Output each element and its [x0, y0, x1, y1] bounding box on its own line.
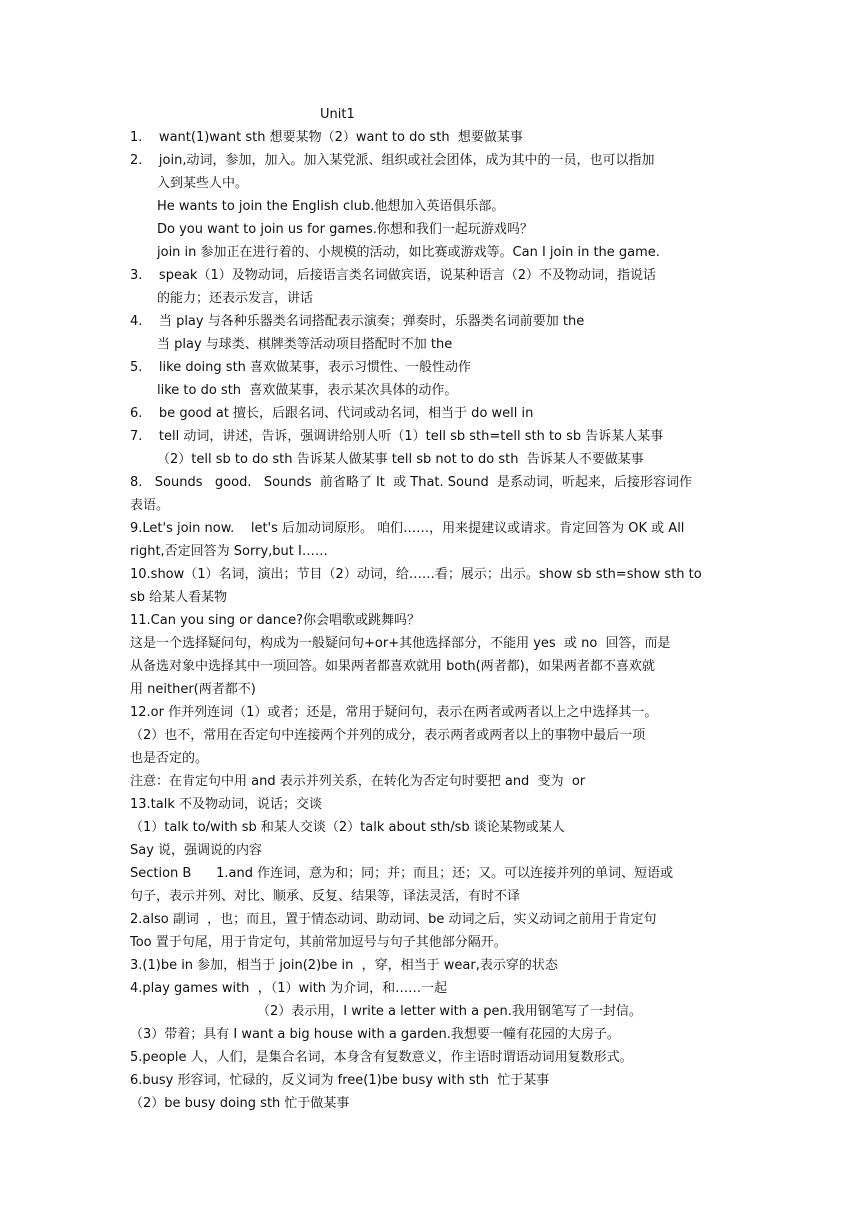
item-5-like-cont: like to do sth 喜欢做某事，表示某次具体的动作。 [157, 383, 458, 398]
item-4-play-cont: 当 play 与球类、棋牌类等活动项目搭配时不加 the [157, 337, 453, 352]
section-b-busy-doing: （2）be busy doing sth 忙于做某事 [130, 1096, 350, 1111]
section-b-with-3: （3）带着；具有 I want a big house with a garden.我想要一幢有花园的大房子。 [130, 1027, 620, 1042]
item-12-or-cont-2: 也是否定的。 [130, 751, 209, 766]
document-title: Unit1 [320, 107, 355, 122]
item-12-or-cont-1: （2）也不，常用在否定句中连接两个并列的成分，表示两者或两者以上的事物中最后一项 [130, 728, 646, 743]
item-2-example-1: He wants to join the English club.他想加入英语俱乐部。 [157, 199, 505, 214]
section-b-busy: 6.busy 形容词，忙碌的，反义词为 free(1)be busy with sth 忙于某事 [130, 1073, 550, 1088]
item-6-be-good-at: 6. be good at 擅长，后跟名词、代词或动名词，相当于 do well in [130, 406, 534, 421]
item-11-explain-2: 从备选对象中选择其中一项回答。如果两者都喜欢就用 both(两者都)，如果两者都不喜欢就 [130, 659, 655, 674]
item-5-like: 5. like doing sth 喜欢做某事，表示习惯性、一般性动作 [130, 360, 472, 375]
item-9-lets-cont: right,否定回答为 Sorry,but I…… [130, 544, 328, 559]
item-2-join-cont: 入到某些人中。 [157, 176, 249, 191]
section-b-play-games: 4.play games with ，（1）with 为介词，和……一起 [130, 981, 448, 996]
item-13-talk: 13.talk 不及物动词，说话；交谈 [130, 797, 323, 812]
item-12-or: 12.or 作并列连词（1）或者；还是，常用于疑问句，表示在两者或两者以上之中选择其一。 [130, 705, 658, 720]
section-b-and: Section B 1.and 作连词，意为和；同；并；而且；还；又。可以连接并列的单词、短语或 [130, 866, 674, 881]
section-b-also: 2.also 副词 ，也；而且，置于情态动词、助动词、be 动词之后，实义动词之前用于肯定句 [130, 912, 657, 927]
section-b-be-in: 3.(1)be in 参加，相当于 join(2)be in ，穿，相当于 wear,表示穿的状态 [130, 958, 558, 973]
item-3-speak: 3. speak（1）及物动词，后接语言类名词做宾语，说某种语言（2）不及物动词，指说话 [130, 268, 656, 283]
section-b-people: 5.people 人，人们，是集合名词，本身含有复数意义，作主语时谓语动词用复数形式。 [130, 1050, 633, 1065]
section-b-and-cont: 句子，表示并列、对比、顺承、反复、结果等，译法灵活，有时不译 [130, 889, 521, 904]
item-8-sounds: 8. Sounds good. Sounds 前省略了 It 或 That. Sound 是系动词，听起来，后接形容词作 [130, 475, 692, 490]
section-b-with-2: （2）表示用，I write a letter with a pen.我用钢笔写了一封信。 [257, 1004, 642, 1019]
item-11-explain-3: 用 neither(两者都不) [130, 682, 256, 697]
item-11-explain-1: 这是一个选择疑问句，构成为一般疑问句+or+其他选择部分，不能用 yes 或 no 回答，而是 [130, 636, 671, 651]
item-2-join-in: join in 参加正在进行着的、小规模的活动，如比赛或游戏等。Can I join in the game. [157, 245, 660, 260]
item-13-say: Say 说，强调说的内容 [130, 843, 263, 858]
item-2-join: 2. join,动词，参加，加入。加入某党派、组织或社会团体，成为其中的一员，也可以指加 [130, 153, 655, 168]
item-12-note: 注意：在肯定句中用 and 表示并列关系，在转化为否定句时要把 and 变为 or [130, 774, 586, 789]
item-7-tell-cont: （2）tell sb to do sth 告诉某人做某事 tell sb not to do sth 告诉某人不要做某事 [157, 452, 644, 467]
item-9-lets: 9.Let's join now. let's 后加动词原形。 咱们……，用来提建议或请求。肯定回答为 OK 或 All [130, 521, 685, 536]
section-b-too: Too 置于句尾，用于肯定句，其前常加逗号与句子其他部分隔开。 [130, 935, 507, 950]
item-7-tell: 7. tell 动词，讲述，告诉，强调讲给别人听（1）tell sb sth=tell sth to sb 告诉某人某事 [130, 429, 664, 444]
item-4-play: 4. 当 play 与各种乐器类名词搭配表示演奏；弹奏时，乐器类名词前要加 the [130, 314, 585, 329]
item-11-question: 11.Can you sing or dance?你会唱歌或跳舞吗？ [130, 613, 421, 628]
item-10-show: 10.show（1）名词，演出；节目（2）动词，给……看；展示；出示。show sb sth=show sth to [130, 567, 702, 582]
item-13-talk-usage: （1）talk to/with sb 和某人交谈（2）talk about sth/sb 谈论某物或某人 [130, 820, 565, 835]
item-1-want: 1. want(1)want sth 想要某物（2）want to do sth 想要做某事 [130, 130, 523, 145]
item-3-speak-cont: 的能力；还表示发言，讲话 [157, 291, 314, 306]
item-2-example-2: Do you want to join us for games.你想和我们一起玩游戏吗？ [157, 222, 533, 237]
item-10-show-cont: sb 给某人看某物 [130, 590, 228, 605]
item-8-sounds-cont: 表语。 [130, 498, 170, 513]
